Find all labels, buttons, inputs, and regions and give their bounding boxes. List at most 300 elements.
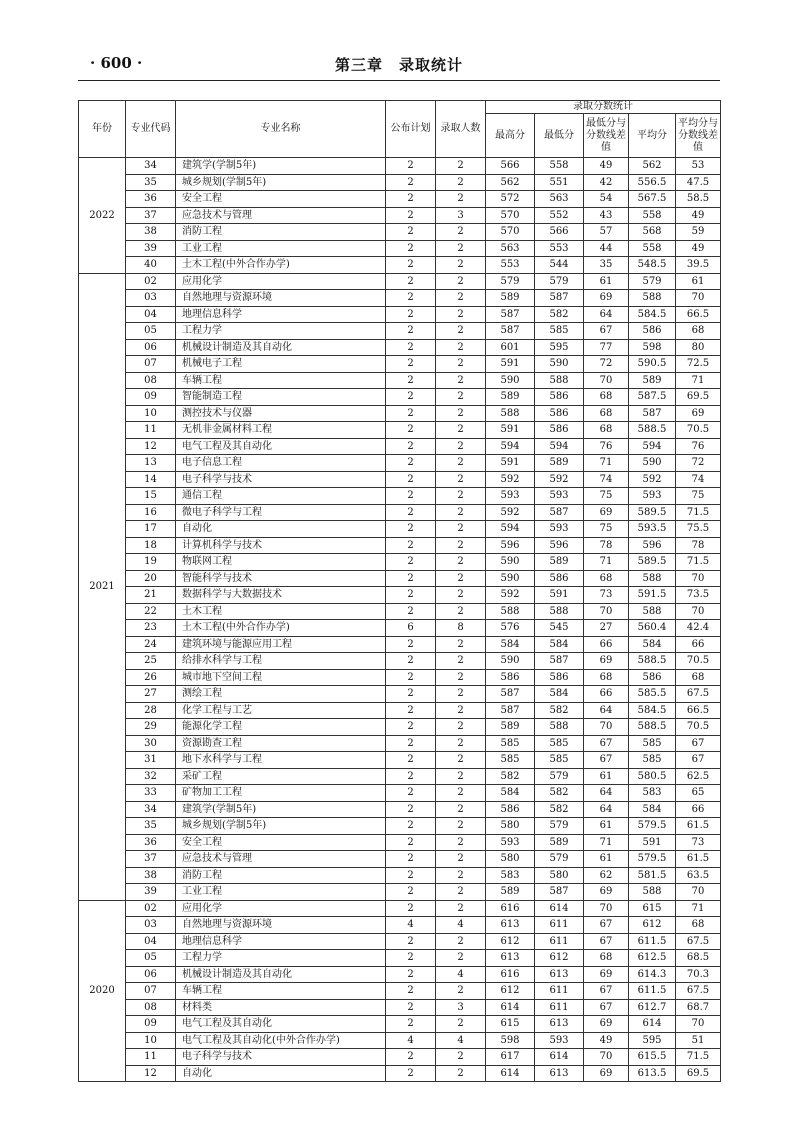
min-cell: 579 bbox=[535, 768, 584, 785]
min-cell: 588 bbox=[535, 719, 584, 736]
min-cell: 590 bbox=[535, 356, 584, 373]
name-cell: 采矿工程 bbox=[176, 768, 386, 785]
name-cell: 城乡规划(学制5年) bbox=[176, 174, 386, 191]
avg-diff-cell: 71.5 bbox=[676, 504, 721, 521]
max-cell: 589 bbox=[486, 719, 535, 736]
avg-diff-cell: 69.5 bbox=[676, 1065, 721, 1082]
avg-cell: 548.5 bbox=[629, 257, 676, 274]
min-diff-cell: 75 bbox=[584, 488, 629, 505]
avg-diff-cell: 73.5 bbox=[676, 587, 721, 604]
name-cell: 能源化学工程 bbox=[176, 719, 386, 736]
name-cell: 工程力学 bbox=[176, 950, 386, 967]
name-cell: 无机非金属材料工程 bbox=[176, 422, 386, 439]
table-row bbox=[79, 273, 721, 290]
min-diff-cell: 71 bbox=[584, 834, 629, 851]
plan-cell: 2 bbox=[386, 653, 436, 670]
table-row bbox=[79, 999, 721, 1016]
name-cell: 机械设计制造及其自动化 bbox=[176, 339, 386, 356]
code-cell: 28 bbox=[126, 702, 176, 719]
avg-cell: 615.5 bbox=[629, 1049, 676, 1066]
code-cell: 04 bbox=[126, 306, 176, 323]
max-cell: 588 bbox=[486, 603, 535, 620]
admit-cell: 2 bbox=[436, 603, 486, 620]
min-diff-cell: 67 bbox=[584, 735, 629, 752]
name-cell: 自动化 bbox=[176, 1065, 386, 1082]
max-cell: 566 bbox=[486, 158, 535, 175]
name-cell: 给排水科学与工程 bbox=[176, 653, 386, 670]
code-cell: 25 bbox=[126, 653, 176, 670]
admit-cell: 2 bbox=[436, 257, 486, 274]
header-min-diff: 最低分与分数线差值 bbox=[584, 114, 629, 158]
min-diff-cell: 61 bbox=[584, 273, 629, 290]
avg-cell: 579.5 bbox=[629, 818, 676, 835]
admit-cell: 2 bbox=[436, 636, 486, 653]
admit-cell: 2 bbox=[436, 422, 486, 439]
admit-cell: 2 bbox=[436, 669, 486, 686]
avg-diff-cell: 80 bbox=[676, 339, 721, 356]
min-cell: 586 bbox=[535, 405, 584, 422]
avg-cell: 583 bbox=[629, 785, 676, 802]
plan-cell: 2 bbox=[386, 323, 436, 340]
max-cell: 590 bbox=[486, 372, 535, 389]
min-diff-cell: 67 bbox=[584, 999, 629, 1016]
min-cell: 589 bbox=[535, 554, 584, 571]
admit-cell: 2 bbox=[436, 983, 486, 1000]
avg-cell: 611.5 bbox=[629, 983, 676, 1000]
max-cell: 587 bbox=[486, 306, 535, 323]
table-row bbox=[79, 900, 721, 917]
min-cell: 545 bbox=[535, 620, 584, 637]
avg-diff-cell: 73 bbox=[676, 834, 721, 851]
admit-cell: 2 bbox=[436, 323, 486, 340]
min-diff-cell: 68 bbox=[584, 950, 629, 967]
max-cell: 587 bbox=[486, 323, 535, 340]
avg-diff-cell: 66 bbox=[676, 801, 721, 818]
min-cell: 586 bbox=[535, 570, 584, 587]
admit-cell: 2 bbox=[436, 900, 486, 917]
name-cell: 应急技术与管理 bbox=[176, 851, 386, 868]
name-cell: 电子科学与技术 bbox=[176, 1049, 386, 1066]
plan-cell: 2 bbox=[386, 471, 436, 488]
avg-cell: 588 bbox=[629, 570, 676, 587]
admit-cell: 2 bbox=[436, 438, 486, 455]
max-cell: 613 bbox=[486, 950, 535, 967]
avg-cell: 588.5 bbox=[629, 719, 676, 736]
max-cell: 590 bbox=[486, 653, 535, 670]
admit-cell: 2 bbox=[436, 521, 486, 538]
table-row bbox=[79, 537, 721, 554]
name-cell: 车辆工程 bbox=[176, 372, 386, 389]
table-row bbox=[79, 603, 721, 620]
min-diff-cell: 69 bbox=[584, 1016, 629, 1033]
plan-cell: 6 bbox=[386, 620, 436, 637]
min-cell: 585 bbox=[535, 752, 584, 769]
avg-diff-cell: 71 bbox=[676, 372, 721, 389]
min-diff-cell: 68 bbox=[584, 405, 629, 422]
max-cell: 591 bbox=[486, 356, 535, 373]
plan-cell: 2 bbox=[386, 257, 436, 274]
plan-cell: 2 bbox=[386, 207, 436, 224]
avg-diff-cell: 67 bbox=[676, 752, 721, 769]
header-code: 专业代码 bbox=[126, 101, 176, 158]
avg-diff-cell: 67.5 bbox=[676, 933, 721, 950]
avg-diff-cell: 69 bbox=[676, 405, 721, 422]
plan-cell: 2 bbox=[386, 785, 436, 802]
max-cell: 589 bbox=[486, 290, 535, 307]
avg-cell: 584.5 bbox=[629, 702, 676, 719]
code-cell: 34 bbox=[126, 801, 176, 818]
avg-diff-cell: 72.5 bbox=[676, 356, 721, 373]
avg-cell: 558 bbox=[629, 240, 676, 257]
name-cell: 地理信息科学 bbox=[176, 933, 386, 950]
min-cell: 611 bbox=[535, 999, 584, 1016]
table-row bbox=[79, 636, 721, 653]
admit-cell: 2 bbox=[436, 933, 486, 950]
table-row bbox=[79, 174, 721, 191]
avg-diff-cell: 68.7 bbox=[676, 999, 721, 1016]
min-diff-cell: 70 bbox=[584, 900, 629, 917]
max-cell: 612 bbox=[486, 933, 535, 950]
plan-cell: 2 bbox=[386, 686, 436, 703]
min-cell: 544 bbox=[535, 257, 584, 274]
table-row bbox=[79, 224, 721, 241]
max-cell: 590 bbox=[486, 554, 535, 571]
code-cell: 39 bbox=[126, 240, 176, 257]
code-cell: 10 bbox=[126, 1032, 176, 1049]
avg-cell: 614.3 bbox=[629, 966, 676, 983]
min-cell: 613 bbox=[535, 1065, 584, 1082]
name-cell: 计算机科学与技术 bbox=[176, 537, 386, 554]
avg-diff-cell: 59 bbox=[676, 224, 721, 241]
name-cell: 城市地下空间工程 bbox=[176, 669, 386, 686]
header-score-group: 录取分数统计 bbox=[486, 101, 721, 114]
table-row bbox=[79, 867, 721, 884]
admit-cell: 2 bbox=[436, 191, 486, 208]
table-row bbox=[79, 851, 721, 868]
code-cell: 38 bbox=[126, 224, 176, 241]
plan-cell: 2 bbox=[386, 1049, 436, 1066]
name-cell: 通信工程 bbox=[176, 488, 386, 505]
min-diff-cell: 54 bbox=[584, 191, 629, 208]
admit-cell: 2 bbox=[436, 240, 486, 257]
table-row bbox=[79, 356, 721, 373]
admit-cell: 2 bbox=[436, 455, 486, 472]
admit-cell: 4 bbox=[436, 966, 486, 983]
min-cell: 612 bbox=[535, 950, 584, 967]
table-row bbox=[79, 339, 721, 356]
avg-diff-cell: 42.4 bbox=[676, 620, 721, 637]
year-cell: 2020 bbox=[79, 900, 126, 1082]
min-cell: 579 bbox=[535, 851, 584, 868]
min-cell: 586 bbox=[535, 389, 584, 406]
plan-cell: 2 bbox=[386, 587, 436, 604]
code-cell: 14 bbox=[126, 471, 176, 488]
code-cell: 06 bbox=[126, 966, 176, 983]
plan-cell: 2 bbox=[386, 405, 436, 422]
min-cell: 566 bbox=[535, 224, 584, 241]
table-row bbox=[79, 405, 721, 422]
table-row bbox=[79, 257, 721, 274]
admit-cell: 2 bbox=[436, 537, 486, 554]
name-cell: 自然地理与资源环境 bbox=[176, 290, 386, 307]
avg-diff-cell: 76 bbox=[676, 438, 721, 455]
avg-diff-cell: 71 bbox=[676, 900, 721, 917]
name-cell: 土木工程 bbox=[176, 603, 386, 620]
plan-cell: 2 bbox=[386, 669, 436, 686]
avg-diff-cell: 61 bbox=[676, 273, 721, 290]
avg-diff-cell: 68 bbox=[676, 323, 721, 340]
avg-diff-cell: 70 bbox=[676, 603, 721, 620]
avg-cell: 584 bbox=[629, 636, 676, 653]
page-header bbox=[78, 54, 720, 76]
avg-diff-cell: 49 bbox=[676, 207, 721, 224]
admit-cell: 2 bbox=[436, 356, 486, 373]
plan-cell: 2 bbox=[386, 867, 436, 884]
name-cell: 建筑学(学制5年) bbox=[176, 158, 386, 175]
plan-cell: 2 bbox=[386, 570, 436, 587]
plan-cell: 2 bbox=[386, 1065, 436, 1082]
max-cell: 553 bbox=[486, 257, 535, 274]
min-cell: 579 bbox=[535, 818, 584, 835]
code-cell: 04 bbox=[126, 933, 176, 950]
min-cell: 587 bbox=[535, 884, 584, 901]
avg-cell: 585.5 bbox=[629, 686, 676, 703]
min-cell: 611 bbox=[535, 917, 584, 934]
min-cell: 584 bbox=[535, 636, 584, 653]
code-cell: 07 bbox=[126, 983, 176, 1000]
admit-cell: 4 bbox=[436, 917, 486, 934]
name-cell: 工业工程 bbox=[176, 884, 386, 901]
avg-diff-cell: 72 bbox=[676, 455, 721, 472]
code-cell: 16 bbox=[126, 504, 176, 521]
name-cell: 智能制造工程 bbox=[176, 389, 386, 406]
min-cell: 580 bbox=[535, 867, 584, 884]
avg-diff-cell: 47.5 bbox=[676, 174, 721, 191]
min-cell: 552 bbox=[535, 207, 584, 224]
plan-cell: 2 bbox=[386, 438, 436, 455]
plan-cell: 2 bbox=[386, 603, 436, 620]
avg-cell: 589.5 bbox=[629, 504, 676, 521]
min-cell: 593 bbox=[535, 488, 584, 505]
avg-cell: 612.5 bbox=[629, 950, 676, 967]
chapter-title: 第三章 录取统计 bbox=[334, 56, 463, 74]
table-row bbox=[79, 290, 721, 307]
name-cell: 土木工程(中外合作办学) bbox=[176, 257, 386, 274]
name-cell: 电气工程及其自动化(中外合作办学) bbox=[176, 1032, 386, 1049]
max-cell: 584 bbox=[486, 785, 535, 802]
plan-cell: 2 bbox=[386, 950, 436, 967]
table-row bbox=[79, 702, 721, 719]
avg-cell: 591 bbox=[629, 834, 676, 851]
admit-cell: 2 bbox=[436, 587, 486, 604]
min-cell: 587 bbox=[535, 290, 584, 307]
code-cell: 37 bbox=[126, 207, 176, 224]
avg-diff-cell: 78 bbox=[676, 537, 721, 554]
plan-cell: 2 bbox=[386, 735, 436, 752]
table-row bbox=[79, 504, 721, 521]
header-max: 最高分 bbox=[486, 114, 535, 158]
avg-diff-cell: 53 bbox=[676, 158, 721, 175]
plan-cell: 4 bbox=[386, 917, 436, 934]
min-diff-cell: 70 bbox=[584, 1049, 629, 1066]
admit-cell: 2 bbox=[436, 801, 486, 818]
avg-cell: 612.7 bbox=[629, 999, 676, 1016]
plan-cell: 2 bbox=[386, 966, 436, 983]
page-number: · 600 · bbox=[90, 54, 143, 72]
max-cell: 590 bbox=[486, 570, 535, 587]
plan-cell: 2 bbox=[386, 174, 436, 191]
min-diff-cell: 67 bbox=[584, 323, 629, 340]
code-cell: 33 bbox=[126, 785, 176, 802]
admit-cell: 2 bbox=[436, 702, 486, 719]
avg-cell: 587 bbox=[629, 405, 676, 422]
avg-cell: 562 bbox=[629, 158, 676, 175]
code-cell: 26 bbox=[126, 669, 176, 686]
avg-diff-cell: 75 bbox=[676, 488, 721, 505]
min-diff-cell: 78 bbox=[584, 537, 629, 554]
name-cell: 机械设计制造及其自动化 bbox=[176, 966, 386, 983]
table-row bbox=[79, 471, 721, 488]
table-row bbox=[79, 983, 721, 1000]
code-cell: 09 bbox=[126, 389, 176, 406]
min-cell: 584 bbox=[535, 686, 584, 703]
table-row bbox=[79, 191, 721, 208]
min-diff-cell: 27 bbox=[584, 620, 629, 637]
avg-diff-cell: 74 bbox=[676, 471, 721, 488]
plan-cell: 2 bbox=[386, 752, 436, 769]
code-cell: 05 bbox=[126, 323, 176, 340]
year-cell: 2021 bbox=[79, 273, 126, 900]
max-cell: 586 bbox=[486, 669, 535, 686]
avg-cell: 613.5 bbox=[629, 1065, 676, 1082]
table-row bbox=[79, 587, 721, 604]
plan-cell: 2 bbox=[386, 488, 436, 505]
code-cell: 07 bbox=[126, 356, 176, 373]
min-cell: 595 bbox=[535, 339, 584, 356]
min-cell: 582 bbox=[535, 785, 584, 802]
avg-cell: 587.5 bbox=[629, 389, 676, 406]
max-cell: 593 bbox=[486, 488, 535, 505]
name-cell: 安全工程 bbox=[176, 834, 386, 851]
avg-diff-cell: 70.5 bbox=[676, 653, 721, 670]
plan-cell: 2 bbox=[386, 356, 436, 373]
table-row bbox=[79, 372, 721, 389]
min-diff-cell: 49 bbox=[584, 1032, 629, 1049]
name-cell: 资源勘查工程 bbox=[176, 735, 386, 752]
max-cell: 614 bbox=[486, 999, 535, 1016]
avg-diff-cell: 69.5 bbox=[676, 389, 721, 406]
plan-cell: 2 bbox=[386, 224, 436, 241]
year-cell: 2022 bbox=[79, 158, 126, 274]
max-cell: 588 bbox=[486, 405, 535, 422]
code-cell: 05 bbox=[126, 950, 176, 967]
name-cell: 测控技术与仪器 bbox=[176, 405, 386, 422]
avg-diff-cell: 58.5 bbox=[676, 191, 721, 208]
code-cell: 08 bbox=[126, 999, 176, 1016]
admit-cell: 2 bbox=[436, 1049, 486, 1066]
min-diff-cell: 67 bbox=[584, 933, 629, 950]
min-cell: 613 bbox=[535, 1016, 584, 1033]
plan-cell: 2 bbox=[386, 999, 436, 1016]
plan-cell: 2 bbox=[386, 306, 436, 323]
table-row bbox=[79, 389, 721, 406]
plan-cell: 2 bbox=[386, 983, 436, 1000]
table-body bbox=[79, 158, 721, 1082]
admit-cell: 2 bbox=[436, 290, 486, 307]
code-cell: 02 bbox=[126, 900, 176, 917]
code-cell: 09 bbox=[126, 1016, 176, 1033]
avg-diff-cell: 70 bbox=[676, 570, 721, 587]
min-cell: 582 bbox=[535, 702, 584, 719]
header-year: 年份 bbox=[79, 101, 126, 158]
min-diff-cell: 62 bbox=[584, 867, 629, 884]
plan-cell: 2 bbox=[386, 851, 436, 868]
max-cell: 612 bbox=[486, 983, 535, 1000]
min-diff-cell: 42 bbox=[584, 174, 629, 191]
table-row bbox=[79, 207, 721, 224]
plan-cell: 2 bbox=[386, 521, 436, 538]
name-cell: 物联网工程 bbox=[176, 554, 386, 571]
table-row bbox=[79, 240, 721, 257]
min-cell: 613 bbox=[535, 966, 584, 983]
plan-cell: 2 bbox=[386, 1016, 436, 1033]
name-cell: 地下水科学与工程 bbox=[176, 752, 386, 769]
code-cell: 27 bbox=[126, 686, 176, 703]
table-row bbox=[79, 554, 721, 571]
admit-cell: 4 bbox=[436, 1032, 486, 1049]
admit-cell: 2 bbox=[436, 884, 486, 901]
max-cell: 615 bbox=[486, 1016, 535, 1033]
table-row bbox=[79, 1032, 721, 1049]
min-diff-cell: 67 bbox=[584, 983, 629, 1000]
plan-cell: 2 bbox=[386, 719, 436, 736]
min-diff-cell: 35 bbox=[584, 257, 629, 274]
max-cell: 584 bbox=[486, 636, 535, 653]
max-cell: 586 bbox=[486, 801, 535, 818]
table-row bbox=[79, 785, 721, 802]
avg-cell: 592 bbox=[629, 471, 676, 488]
code-cell: 39 bbox=[126, 884, 176, 901]
min-diff-cell: 68 bbox=[584, 669, 629, 686]
min-cell: 553 bbox=[535, 240, 584, 257]
min-cell: 589 bbox=[535, 455, 584, 472]
table-row bbox=[79, 1065, 721, 1082]
avg-diff-cell: 61.5 bbox=[676, 851, 721, 868]
avg-diff-cell: 68 bbox=[676, 669, 721, 686]
table-row bbox=[79, 752, 721, 769]
avg-diff-cell: 39.5 bbox=[676, 257, 721, 274]
min-diff-cell: 69 bbox=[584, 290, 629, 307]
name-cell: 车辆工程 bbox=[176, 983, 386, 1000]
max-cell: 582 bbox=[486, 768, 535, 785]
plan-cell: 2 bbox=[386, 455, 436, 472]
code-cell: 15 bbox=[126, 488, 176, 505]
avg-cell: 590.5 bbox=[629, 356, 676, 373]
code-cell: 23 bbox=[126, 620, 176, 637]
code-cell: 08 bbox=[126, 372, 176, 389]
plan-cell: 2 bbox=[386, 801, 436, 818]
admit-cell: 2 bbox=[436, 405, 486, 422]
plan-cell: 2 bbox=[386, 554, 436, 571]
avg-diff-cell: 65 bbox=[676, 785, 721, 802]
table-row bbox=[79, 719, 721, 736]
min-diff-cell: 68 bbox=[584, 422, 629, 439]
min-diff-cell: 72 bbox=[584, 356, 629, 373]
code-cell: 32 bbox=[126, 768, 176, 785]
admit-cell: 2 bbox=[436, 224, 486, 241]
min-diff-cell: 67 bbox=[584, 752, 629, 769]
min-cell: 594 bbox=[535, 438, 584, 455]
